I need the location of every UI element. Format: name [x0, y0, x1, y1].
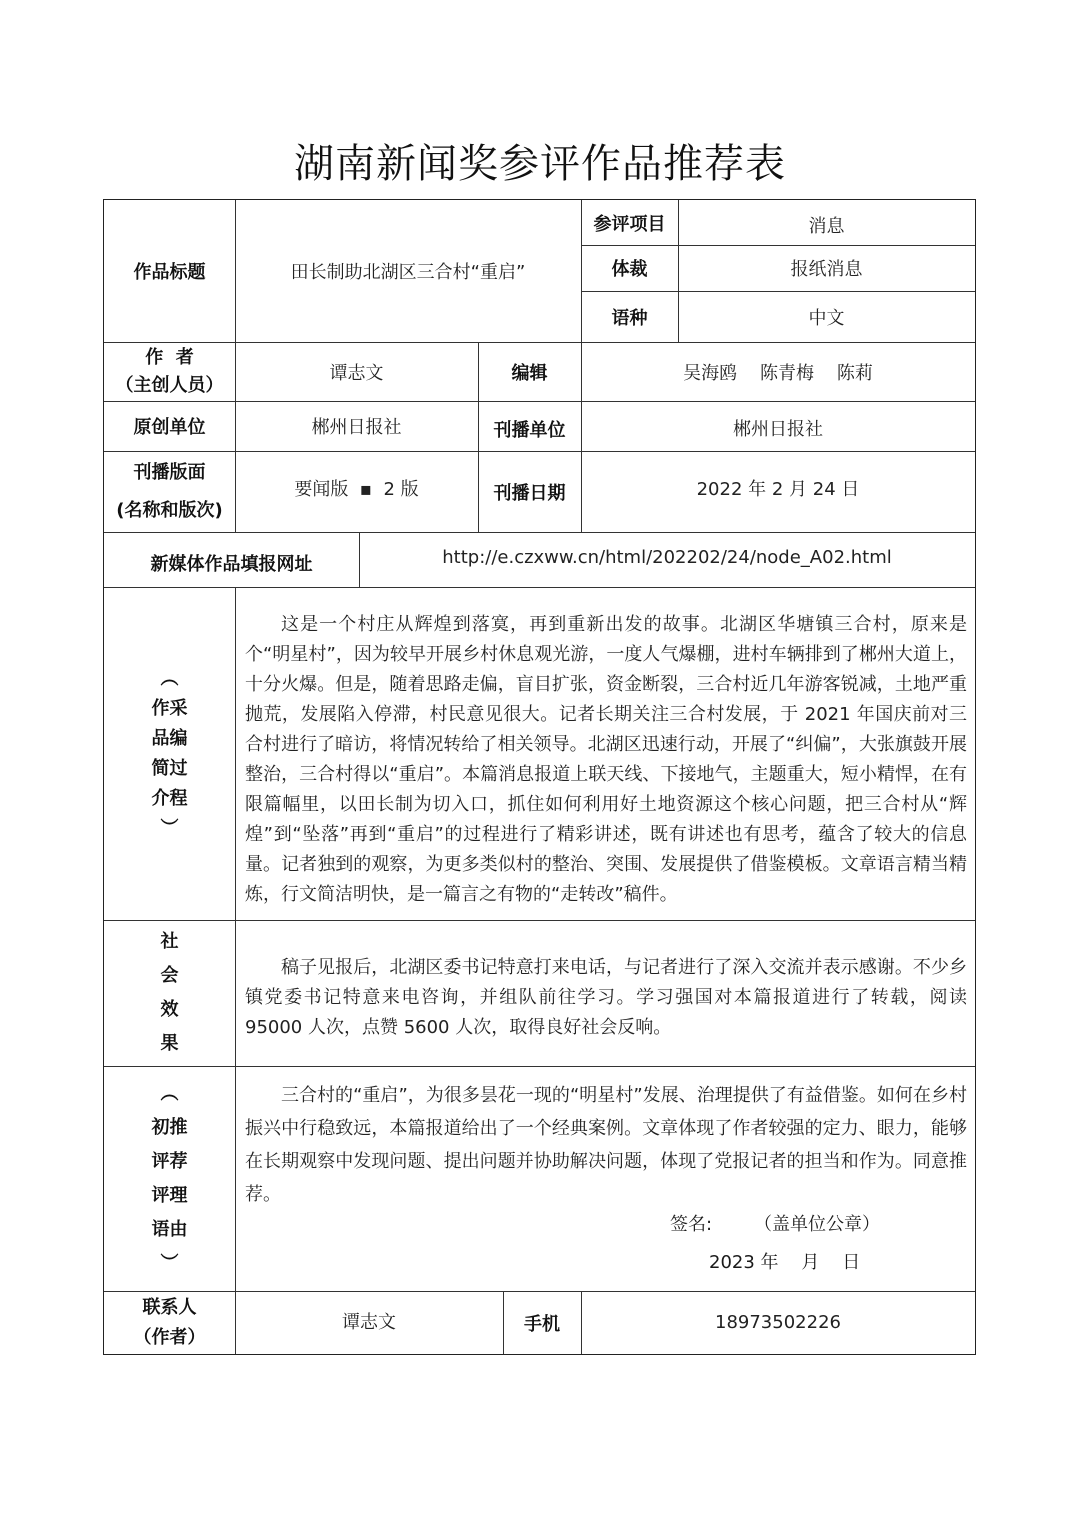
effect-label — [104, 920, 235, 1066]
editor-label: 编辑 — [511, 362, 548, 384]
author-label — [104, 342, 235, 401]
contact-value: 谭志文 — [342, 1311, 396, 1333]
author-label-line1: 作 者 — [145, 346, 194, 368]
process-label-char: 作采 — [151, 697, 188, 719]
contact-label-line1: 联系人 — [142, 1296, 197, 1318]
phone-label: 手机 — [524, 1313, 560, 1335]
origin-unit-value: 郴州日报社 — [311, 417, 402, 438]
language-value: 中文 — [808, 307, 845, 329]
page-title: 湖南新闻奖参评作品推荐表 — [294, 141, 786, 187]
effect-label-char: 社 — [160, 931, 179, 952]
author-value: 谭志文 — [329, 362, 384, 384]
contact-label — [104, 1291, 235, 1354]
contact-label-line2: （作者） — [133, 1326, 206, 1348]
signature-date: 2023 年 月 日 — [709, 1252, 861, 1273]
editor-value: 吴海鸥 陈青梅 陈莉 — [683, 362, 873, 384]
genre-value: 报纸消息 — [790, 259, 863, 280]
effect-text: 稿子见报后，北湖区委书记特意打来电话，与记者进行了深入交流并表示感谢。不少乡镇党委书记特意来电咨询，并组队前往学习。学习强国对本篇报道进行了转载，阅读 95000 人次，点赞 5600 人次，取得良好社会反响。 — [245, 957, 967, 1038]
publish-unit-label: 刊播单位 — [493, 420, 566, 441]
reason-label-char: ︵ — [160, 1082, 179, 1104]
signature-label: 签名: — [670, 1214, 713, 1235]
process-label-char: 介程 — [151, 787, 188, 809]
effect-label-char: 效 — [160, 999, 179, 1020]
reason-label-char: 语由 — [151, 1218, 188, 1240]
url-value[interactable]: http://e.czxww.cn/html/202202/24/node_A02.html — [442, 547, 892, 568]
publish-page-value: 要闻版 ▪ 2 版 — [294, 478, 419, 500]
genre-label: 体裁 — [611, 259, 648, 280]
seal-note: （盖单位公章） — [754, 1214, 880, 1235]
process-label-char: ︶ — [160, 817, 179, 839]
reason-label-char: ︶ — [160, 1252, 179, 1274]
process-label-char: 简过 — [151, 757, 188, 779]
effect-label-char: 会 — [160, 965, 179, 986]
process-label-char: 品编 — [151, 727, 188, 749]
effect-label-char: 果 — [160, 1033, 179, 1054]
recommendation-form — [103, 199, 976, 1355]
origin-unit-label: 原创单位 — [133, 417, 206, 438]
phone-value[interactable]: 18973502226 — [715, 1312, 841, 1333]
url-label: 新媒体作品填报网址 — [150, 553, 313, 575]
work-title-label: 作品标题 — [133, 262, 206, 283]
reason-text: 三合村的“重启”，为很多昙花一现的“明星村”发展、治理提供了有益借鉴。如何在乡村振兴中行稳致远，本篇报道给出了一个经典案例。文章体现了作者较强的定力、眼力，能够在长期观察中发现问题、提出问题并协助解决问题，体现了党报记者的担当和作为。同意推荐。 — [245, 1085, 967, 1205]
work-title-value: 田长制助北湖区三合村“重启” — [290, 262, 526, 283]
publish-page-label-line2: (名称和版次) — [116, 499, 223, 521]
author-label-line2: （主创人员） — [115, 374, 224, 396]
process-text: 这是一个村庄从辉煌到落寞，再到重新出发的故事。北湖区华塘镇三合村，原来是个“明星村”，因为较早开展乡村休息观光游，一度人气爆棚，进村车辆排到了郴州大道上，十分火爆。但是，随着思路走偏，盲目扩张，资金断裂，三合村近几年游客锐减，土地严重抛荒，发展陷入停滞，村民意见很大。记者长期关注三合村发展，于 2021 年国庆前对三合村进行了暗访，将情况转给了相关领导。北湖区迅速行动，开展了“纠偏”，大张旗鼓开展整治，三合村得以“重启”。本篇消息报道上联天线、下接地气，主题重大，短小精悍，在有限篇幅里，以田长制为切入口，抓住如何利用好土地资源这个核心问题，把三合村从“辉煌”到“坠落”再到“重启”的过程进行了精彩讲述，既有讲述也有思考，蕴含了较大的信息量。记者独到的观察，为更多类似村的整治、突围、发展提供了借鉴模板。文章语言精当精炼，行文简洁明快，是一篇言之有物的“走转改”稿件。 — [245, 614, 967, 905]
entry-item-label: 参评项目 — [593, 213, 666, 235]
reason-label-char: 初推 — [151, 1116, 188, 1138]
publish-unit-value: 郴州日报社 — [733, 419, 823, 440]
entry-item-value: 消息 — [808, 216, 845, 237]
process-label — [104, 587, 235, 920]
reason-label-char: 评理 — [151, 1184, 188, 1206]
reason-label-char: 评荐 — [151, 1150, 188, 1172]
publish-page-label — [104, 451, 235, 532]
publish-page-label-line1: 刊播版面 — [133, 461, 206, 483]
language-label: 语种 — [611, 307, 648, 329]
process-label-char: ︵ — [160, 667, 179, 689]
reason-label — [104, 1066, 235, 1291]
publish-date-label: 刊播日期 — [493, 482, 566, 504]
publish-date-value: 2022 年 2 月 24 日 — [696, 478, 860, 500]
